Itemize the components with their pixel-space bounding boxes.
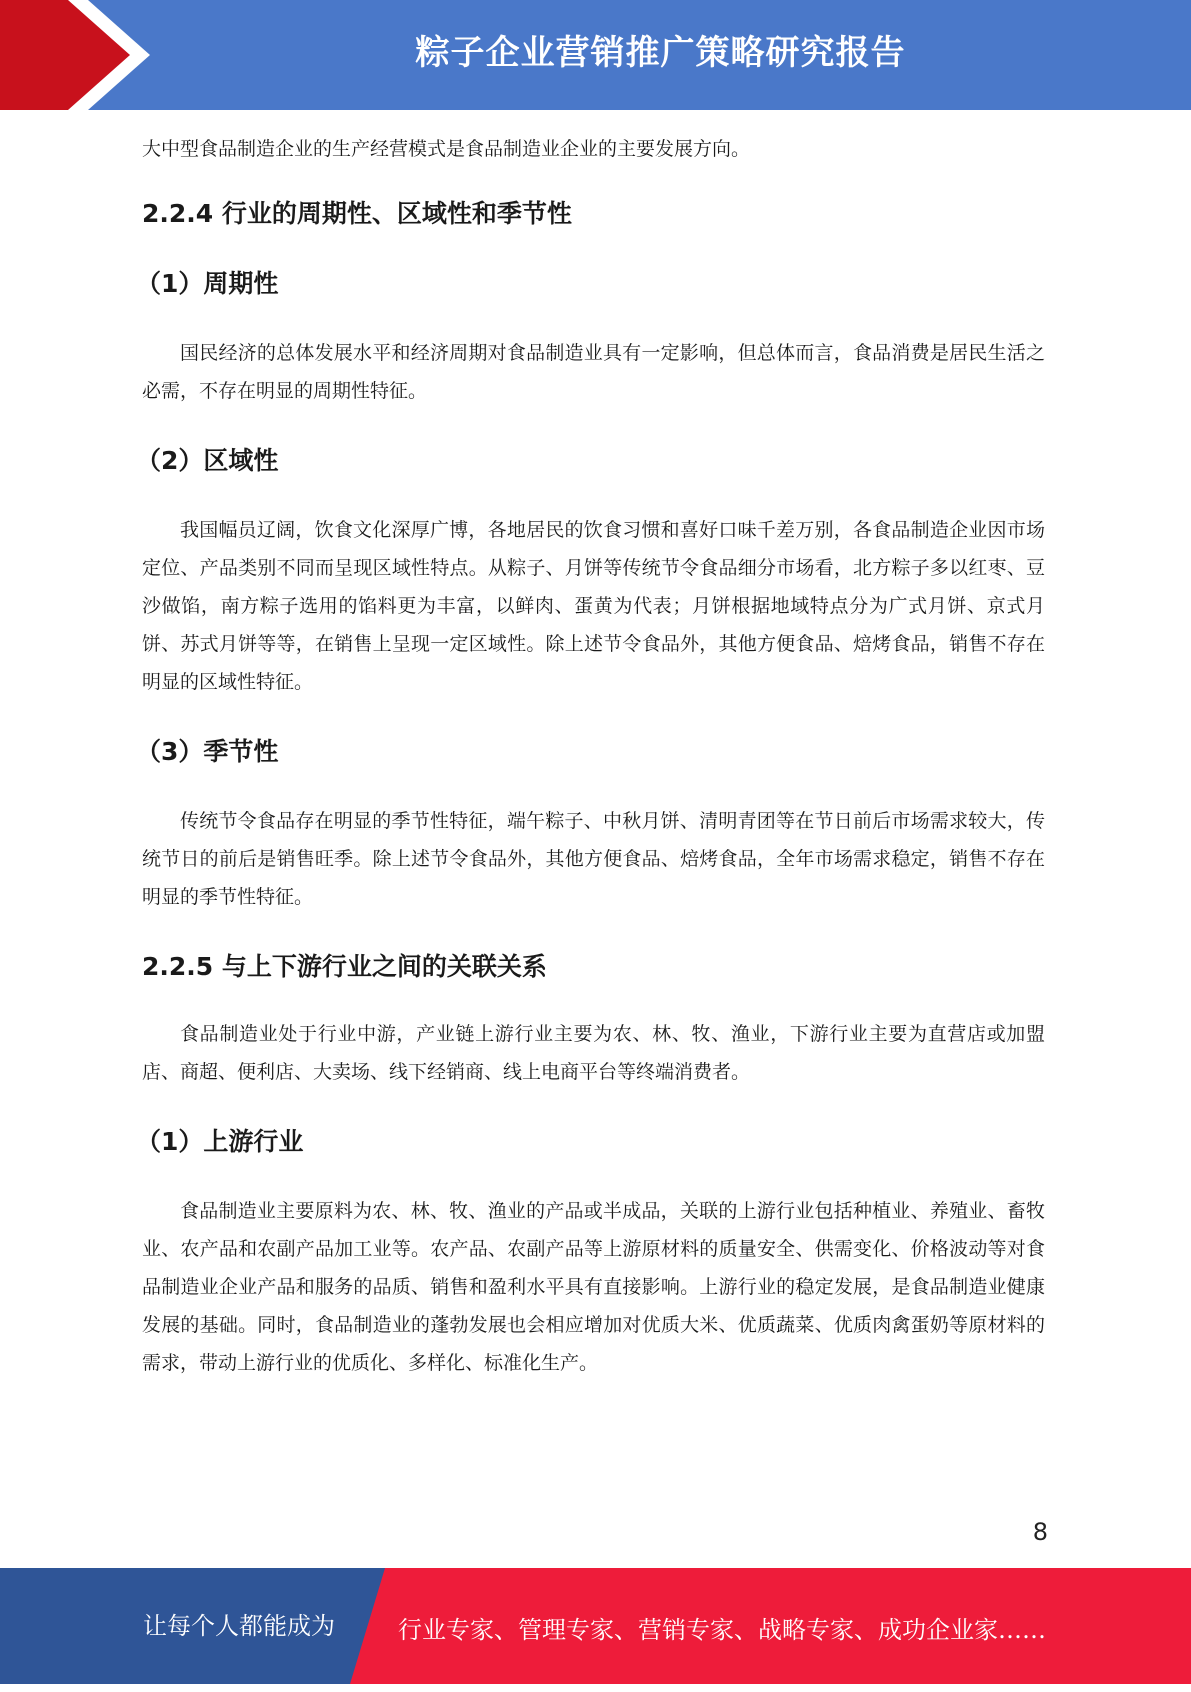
section-heading-2-2-5: 2.2.5 与上下游行业之间的关联关系 — [142, 952, 547, 981]
subheading-periodicity: （1）周期性 — [136, 269, 279, 298]
paragraph-periodicity: 国民经济的总体发展水平和经济周期对食品制造业具有一定影响，但总体而言，食品消费是居民生活之必需，不存在明显的周期性特征。 — [142, 342, 1045, 402]
paragraph-seasonality: 传统节令食品存在明显的季节性特征，端午粽子、中秋月饼、清明青团等在节日前后市场需求较大，传统节日的前后是销售旺季。除上述节令食品外，其他方便食品、焙烤食品，全年市场需求稳定，销售不存在明显的季节性特征。 — [142, 810, 1045, 908]
subheading-seasonality: （3）季节性 — [136, 737, 279, 766]
footer-band — [0, 1568, 1191, 1684]
paragraph-upstream: 食品制造业主要原料为农、林、牧、渔业的产品或半成品，关联的上游行业包括种植业、养殖业、畜牧业、农产品和农副产品加工业等。农产品、农副产品等上游原材料的质量安全、供需变化、价格波动等对食品制造业企业产品和服务的品质、销售和盈利水平具有直接影响。上游行业的稳定发展，是食品制造业健康发展的基础。同时，食品制造业的蓬勃发展也会相应增加对优质大米、优质蔬菜、优质肉禽蛋奶等原材料的需求，带动上游行业的优质化、多样化、标准化生产。 — [142, 1200, 1045, 1374]
subheading-upstream: （1）上游行业 — [136, 1127, 304, 1156]
footer-slogan-left: 让每个人都能成为 — [143, 1612, 335, 1640]
footer-slogan-right: 行业专家、管理专家、营销专家、战略专家、成功企业家…… — [398, 1616, 1046, 1644]
document-body — [136, 130, 1045, 1382]
subheading-regionality: （2）区域性 — [136, 446, 279, 475]
paragraph-regionality: 我国幅员辽阔，饮食文化深厚广博，各地居民的饮食习惯和喜好口味千差万别，各食品制造企业因市场定位、产品类别不同而呈现区域性特点。从粽子、月饼等传统节令食品细分市场看，北方粽子多以红枣、豆沙做馅，南方粽子选用的馅料更为丰富，以鲜肉、蛋黄为代表；月饼根据地域特点分为广式月饼、京式月饼、苏式月饼等等，在销售上呈现一定区域性。除上述节令食品外，其他方便食品、焙烤食品，销售不存在明显的区域性特征。 — [142, 519, 1045, 693]
page-number: 8 — [1032, 1518, 1048, 1546]
intro-paragraph: 大中型食品制造企业的生产经营模式是食品制造业企业的主要发展方向。 — [142, 138, 751, 160]
header-band — [0, 0, 1191, 110]
report-title: 粽子企业营销推广策略研究报告 — [415, 33, 906, 73]
section-heading-2-2-4: 2.2.4 行业的周期性、区域性和季节性 — [142, 199, 572, 228]
paragraph-industry-chain: 食品制造业处于行业中游，产业链上游行业主要为农、林、牧、渔业，下游行业主要为直营店或加盟店、商超、便利店、大卖场、线下经销商、线上电商平台等终端消费者。 — [142, 1023, 1045, 1083]
